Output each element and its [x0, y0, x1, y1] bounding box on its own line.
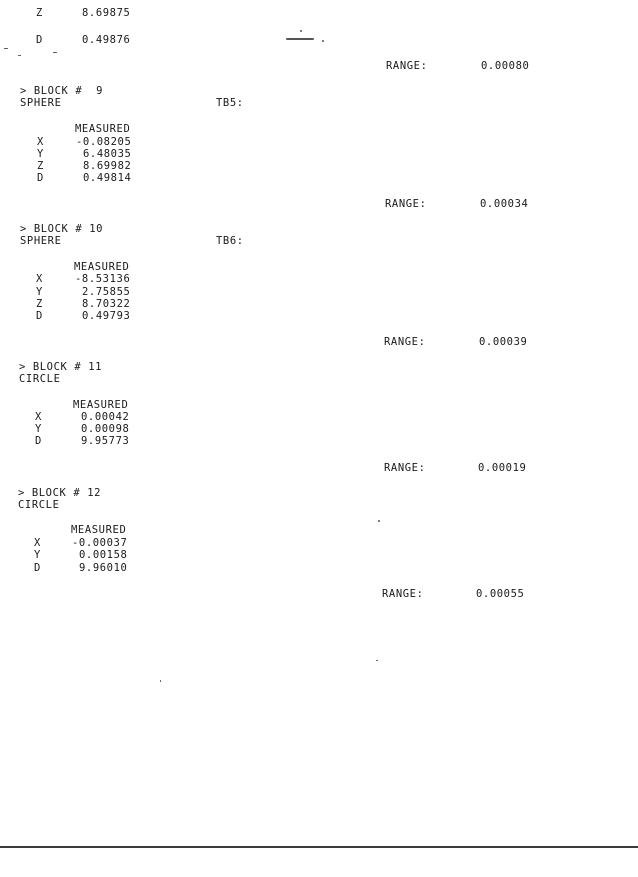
block-type: SPHERE: [20, 97, 62, 109]
measured-value: 8.69982: [83, 160, 132, 172]
measured-value: 8.70322: [82, 298, 131, 310]
top-d-axis: D: [36, 34, 43, 46]
axis-label: X: [36, 273, 43, 285]
measured-value: -0.08205: [76, 136, 132, 148]
range-label: RANGE:: [384, 462, 426, 474]
axis-label: Y: [35, 423, 42, 435]
measured-value: 0.49793: [82, 310, 131, 322]
range-value: 0.00034: [480, 198, 529, 210]
measured-value: -0.00037: [72, 537, 128, 549]
cutoff-value: 8.69875: [82, 7, 131, 19]
scan-speck: [300, 30, 302, 32]
measured-value: 6.48035: [83, 148, 132, 160]
scan-speck: [53, 52, 57, 53]
block-header: > BLOCK # 9: [20, 85, 104, 97]
range-label: RANGE:: [385, 198, 427, 210]
cutoff-axis: Z: [36, 7, 43, 19]
scan-speck: [378, 520, 380, 522]
measured-header: MEASURED: [74, 261, 130, 273]
measured-value: 0.00042: [81, 411, 130, 423]
measured-value: 9.95773: [81, 435, 130, 447]
axis-label: Z: [37, 160, 44, 172]
axis-label: X: [37, 136, 44, 148]
range-value: 0.00055: [476, 588, 525, 600]
measured-value: -8.53136: [75, 273, 131, 285]
axis-label: Y: [37, 148, 44, 160]
axis-label: D: [35, 435, 42, 447]
axis-label: D: [34, 562, 41, 574]
scan-speck: [4, 48, 8, 49]
measured-header: MEASURED: [71, 524, 127, 536]
scan-speck: [286, 38, 314, 40]
block-type: CIRCLE: [18, 499, 60, 511]
page-bottom-edge: [0, 846, 638, 848]
block-tag: TB5:: [216, 97, 244, 109]
measured-value: 9.96010: [79, 562, 128, 574]
block-type: CIRCLE: [19, 373, 61, 385]
cutoff-row: [20, 7, 160, 20]
block-header: > BLOCK # 11: [19, 361, 103, 373]
block-tag: TB6:: [216, 235, 244, 247]
measured-value: 2.75855: [82, 286, 131, 298]
scan-speck: [18, 55, 21, 56]
measured-header: MEASURED: [75, 123, 131, 135]
range-value: 0.00039: [479, 336, 528, 348]
measured-header: MEASURED: [73, 399, 129, 411]
top-d-value: 0.49876: [82, 34, 131, 46]
axis-label: X: [35, 411, 42, 423]
block-type: SPHERE: [20, 235, 62, 247]
measured-value: 0.00098: [81, 423, 130, 435]
block-header: > BLOCK # 12: [18, 487, 102, 499]
measured-value: 0.00158: [79, 549, 128, 561]
axis-label: X: [34, 537, 41, 549]
scan-speck: [322, 40, 324, 42]
scan-speck: [160, 680, 161, 682]
axis-label: D: [36, 310, 43, 322]
range-label: RANGE:: [386, 60, 428, 72]
range-label: RANGE:: [382, 588, 424, 600]
axis-label: Z: [36, 298, 43, 310]
axis-label: Y: [36, 286, 43, 298]
axis-label: D: [37, 172, 44, 184]
range-label: RANGE:: [384, 336, 426, 348]
range-value: 0.00019: [478, 462, 527, 474]
range-value: 0.00080: [481, 60, 530, 72]
block-header: > BLOCK # 10: [20, 223, 104, 235]
measured-value: 0.49814: [83, 172, 132, 184]
axis-label: Y: [34, 549, 41, 561]
scan-speck: [376, 660, 378, 661]
